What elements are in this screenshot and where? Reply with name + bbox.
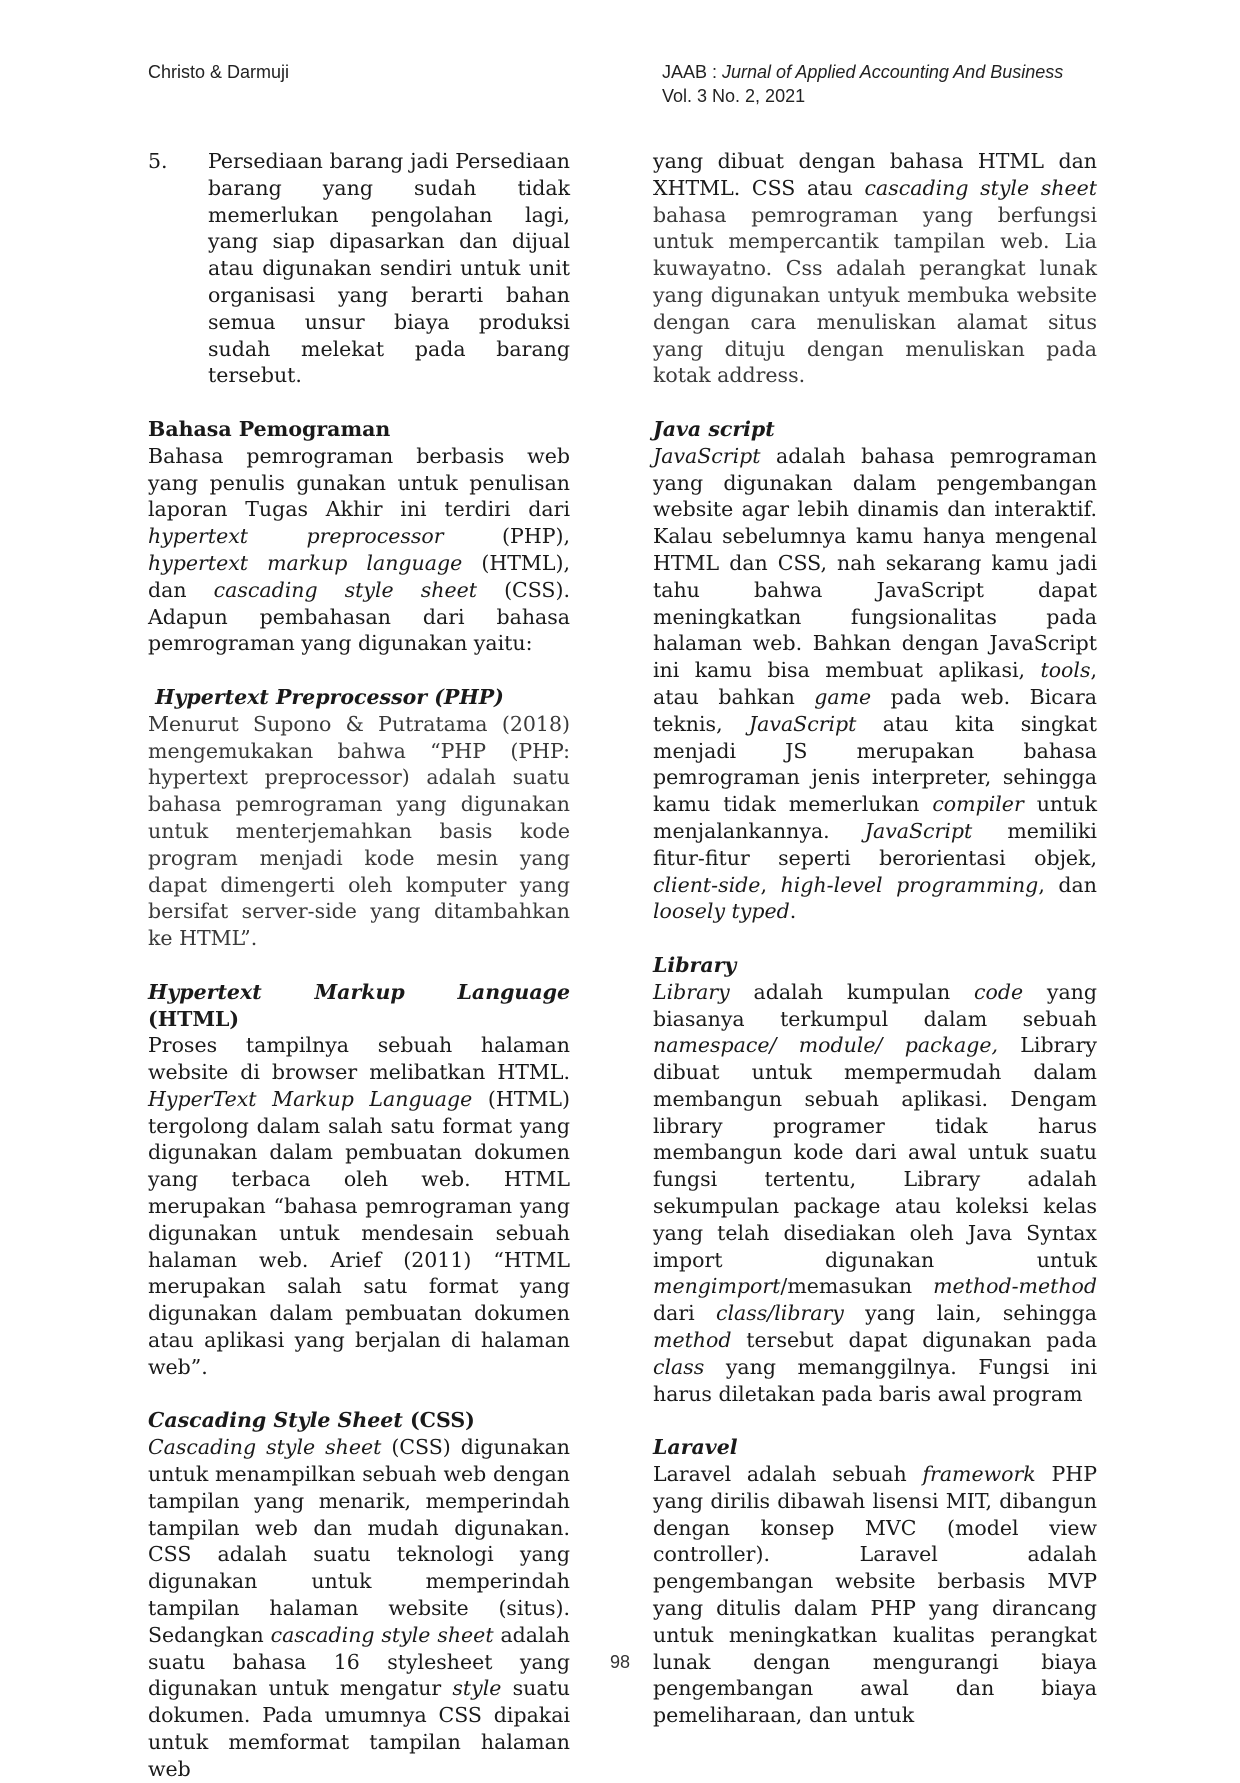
right-column — [653, 148, 1097, 1729]
section-heading-html: Hypertext Markup Language (HTML) — [148, 979, 570, 1031]
paragraph-php: Menurut Supono & Putratama (2018) mengemukakan bahwa “PHP (PHP: hypertext preprocessor) adalah suatu bahasa pemrograman yang digunakan untuk menterjemahkan basis kode program menjadi kode mesin yang dapat dimengerti oleh komputer yang bersifat server-side yang ditambahkan ke HTML”. — [148, 711, 570, 951]
list-text: Persediaan barang jadi Persediaan barang yang sudah tidak memerlukan pengolahan lagi, yang siap dipasarkan dan dijual atau digunakan sendiri untuk unit organisasi yang berarti bahan semua unsur biaya produksi sudah melekat pada barang tersebut. — [208, 149, 570, 388]
paragraph-css: Cascading style sheet (CSS) digunakan untuk menampilkan sebuah web dengan tampilan yang menarik, memperindah tampilan web dan mudah digunakan. CSS adalah suatu teknologi yang digunakan untuk memperindah tampilan halaman website (situs). Sedangkan cascading style sheet adalah suatu bahasa 16 stylesheet yang digunakan untuk mengatur style suatu dokumen. Pada umumnya CSS dipakai untuk memformat tampilan halaman web — [148, 1435, 571, 1781]
section-heading-php: Hypertext Preprocessor (PHP) — [155, 684, 504, 709]
paragraph-library: Library adalah kumpulan code yang biasanya terkumpul dalam sebuah namespace/ module/ package, Library dibuat untuk mempermudah dalam membangun sebuah aplikasi. Dengam library programer tidak harus membangun kode dari awal untuk suatu fungsi tertentu, Library adalah sekumpulan package atau koleksi kelas yang telah disediakan oleh Java Syntax import digunakan untuk mengimport/memasukan method-method dari class/library yang lain, sehingga method tersebut dapat digunakan pada class yang memanggilnya. Fungsi ini harus diletakan pada baris awal program — [653, 979, 1098, 1406]
running-head-authors: Christo & Darmuji — [148, 62, 290, 82]
page-number: 98 — [609, 1652, 631, 1672]
journal-volume: Vol. 3 No. 2, 2021 — [662, 86, 806, 106]
list-item — [148, 148, 570, 389]
list-number: 5. — [148, 149, 168, 173]
paragraph-laravel: Laravel adalah sebuah framework PHP yang dirilis dibawah lisensi MIT, dibangun dengan konsep MVC (model view controller). Laravel adalah pengembangan website berbasis MVP yang ditulis dalam PHP yang dirancang untuk meningkatkan kualitas perangkat lunak dengan mengurangi biaya pengembangan awal dan biaya pemeliharaan, dan untuk — [653, 1462, 1097, 1728]
paragraph-css-continued: yang dibuat dengan bahasa HTML dan XHTML. CSS atau cascading style sheet bahasa pemrograman yang berfungsi untuk mempercantik tampilan web. Lia kuwayatno. Css adalah perangkat lunak yang digunakan untyuk membuka website dengan cara menuliskan alamat situs yang dituju dengan menuliskan pada kotak address. — [653, 149, 1097, 388]
running-head-journal — [662, 60, 1063, 108]
section-heading-laravel: Laravel — [653, 1435, 738, 1460]
section-heading-css: Cascading Style Sheet (CSS) — [148, 1408, 475, 1433]
section-heading-javascript: Java script — [653, 416, 775, 441]
journal-name: Jurnal of Applied Accounting And Business — [722, 62, 1064, 82]
paragraph-bahasa: Bahasa pemrograman berbasis web yang penulis gunakan untuk penulisan laporan Tugas Akhir ini terdiri dari hypertext preprocessor (PHP), hypertext markup language (HTML), dan cascading style sheet (CSS). Adapun pembahasan dari bahasa pemrograman yang digunakan yaitu: — [148, 443, 571, 656]
journal-abbr: JAAB : — [662, 62, 723, 82]
section-heading-library: Library — [653, 952, 737, 977]
paragraph-html: Proses tampilnya sebuah halaman website di browser melibatkan HTML. HyperText Markup Language (HTML) tergolong dalam salah satu format yang digunakan dalam pembuatan dokumen yang terbaca oleh web. HTML merupakan “bahasa pemrograman yang digunakan untuk mendesain sebuah halaman web. Arief (2011) “HTML merupakan salah satu format yang digunakan dalam pembuatan dokumen atau aplikasi yang berjalan di halaman web”. — [148, 1033, 570, 1379]
section-heading-bahasa: Bahasa Pemograman — [148, 416, 391, 441]
paragraph-javascript: JavaScript adalah bahasa pemrograman yang digunakan dalam pengembangan website agar lebih dinamis dan interaktif. Kalau sebelumnya kamu hanya mengenal HTML dan CSS, nah sekarang kamu jadi tahu bahwa JavaScript dapat meningkatkan fungsionalitas pada halaman web. Bahkan dengan JavaScript ini kamu bisa membuat aplikasi, tools, atau bahkan game pada web. Bicara teknis, JavaScript atau kita singkat menjadi JS merupakan bahasa pemrograman jenis interpreter, sehingga kamu tidak memerlukan compiler untuk menjalankannya. JavaScript memiliki fitur-fitur seperti berorientasi objek, client-side, high-level programming, dan loosely typed. — [653, 443, 1098, 924]
left-column — [148, 148, 570, 1783]
